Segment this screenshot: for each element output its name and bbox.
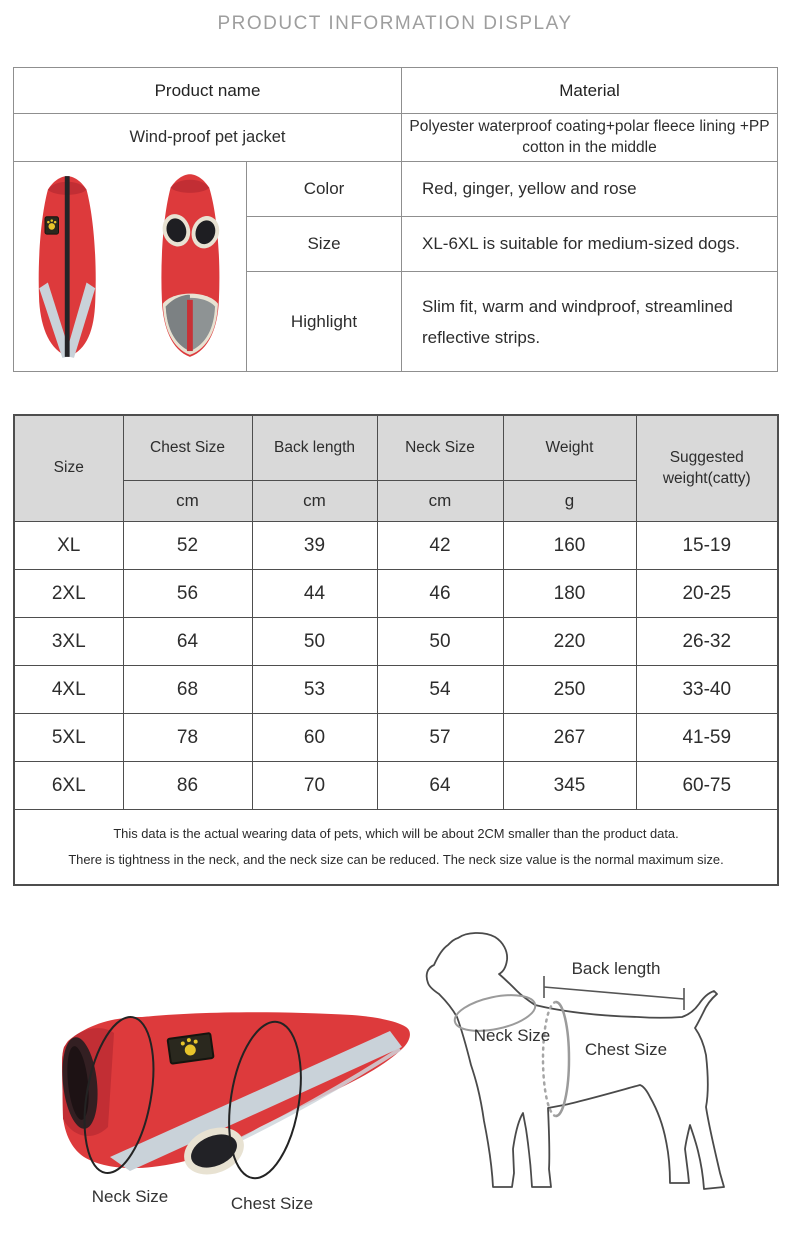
col-size: Size [14, 415, 123, 522]
size-note-line2: There is tightness in the neck, and the neck size can be reduced. The neck size value is the normal maximum size. [68, 852, 724, 867]
jacket-measure-figure [2, 959, 422, 1250]
size-label: Size [247, 217, 402, 272]
color-value: Red, ginger, yellow and rose [402, 162, 778, 217]
cell-size: 3XL [14, 618, 123, 666]
table-row-xl [14, 522, 778, 570]
size-value: XL-6XL is suitable for medium-sized dogs. [402, 217, 778, 272]
unit-weight: g [503, 481, 636, 522]
cell-suggested: 41-59 [636, 714, 778, 762]
product-name-header: Product name [14, 68, 402, 114]
table-row-2xl [14, 570, 778, 618]
cell-chest: 78 [123, 714, 252, 762]
cell-weight: 250 [503, 666, 636, 714]
col-neck: Neck Size [377, 415, 503, 481]
cell-neck: 57 [377, 714, 503, 762]
size-chart-table [13, 414, 779, 886]
cell-back: 44 [252, 570, 377, 618]
table-row-5xl [14, 714, 778, 762]
cell-chest: 68 [123, 666, 252, 714]
dog-chest-size-label: Chest Size [584, 1040, 668, 1059]
dog-neck-size-label: Neck Size [473, 1026, 551, 1045]
size-note [14, 810, 778, 886]
cell-size: 4XL [14, 666, 123, 714]
cell-back: 50 [252, 618, 377, 666]
dog-measure-figure [398, 921, 790, 1250]
jacket-chest-size-label: Chest Size [230, 1194, 314, 1213]
table-row-4xl [14, 666, 778, 714]
cell-suggested: 20-25 [636, 570, 778, 618]
unit-chest: cm [123, 481, 252, 522]
measurement-figures [0, 886, 790, 1250]
page-title: PRODUCT INFORMATION DISPLAY [217, 13, 573, 34]
cell-chest: 52 [123, 522, 252, 570]
unit-back: cm [252, 481, 377, 522]
cell-weight: 160 [503, 522, 636, 570]
cell-back: 70 [252, 762, 377, 810]
unit-neck: cm [377, 481, 503, 522]
cell-neck: 50 [377, 618, 503, 666]
product-info-table [13, 67, 778, 372]
cell-weight: 180 [503, 570, 636, 618]
cell-weight: 345 [503, 762, 636, 810]
cell-chest: 86 [123, 762, 252, 810]
cell-chest: 56 [123, 570, 252, 618]
cell-size: 5XL [14, 714, 123, 762]
cell-suggested: 60-75 [636, 762, 778, 810]
color-label: Color [247, 162, 402, 217]
cell-weight: 267 [503, 714, 636, 762]
table-row-3xl [14, 618, 778, 666]
table-row-6xl [14, 762, 778, 810]
cell-neck: 64 [377, 762, 503, 810]
product-photo-jacket-views [16, 166, 245, 368]
cell-back: 60 [252, 714, 377, 762]
material-header: Material [402, 68, 778, 114]
cell-size: XL [14, 522, 123, 570]
size-note-line1: This data is the actual wearing data of pets, which will be about 2CM smaller than the product data. [113, 825, 679, 841]
material-value: Polyester waterproof coating+polar fleece lining +PP cotton in the middle [402, 114, 778, 162]
col-chest: Chest Size [123, 415, 252, 481]
cell-neck: 54 [377, 666, 503, 714]
col-suggested: Suggested weight(catty) [636, 415, 778, 522]
cell-neck: 46 [377, 570, 503, 618]
paw-icon [48, 223, 55, 230]
cell-suggested: 26-32 [636, 618, 778, 666]
cell-suggested: 15-19 [636, 522, 778, 570]
cell-suggested: 33-40 [636, 666, 778, 714]
cell-weight: 220 [503, 618, 636, 666]
cell-size: 2XL [14, 570, 123, 618]
product-name-value: Wind-proof pet jacket [14, 114, 402, 162]
highlight-label: Highlight [247, 272, 402, 372]
product-photo-cell [14, 162, 247, 372]
dog-back-length-label: Back length [571, 959, 661, 978]
col-weight: Weight [503, 415, 636, 481]
cell-back: 53 [252, 666, 377, 714]
cell-size: 6XL [14, 762, 123, 810]
back-length-measure-line [544, 976, 684, 1010]
jacket-neck-size-label: Neck Size [91, 1187, 169, 1206]
highlight-value: Slim fit, warm and windproof, streamlined reflective strips. [402, 272, 778, 372]
cell-neck: 42 [377, 522, 503, 570]
col-back: Back length [252, 415, 377, 481]
cell-back: 39 [252, 522, 377, 570]
cell-chest: 64 [123, 618, 252, 666]
